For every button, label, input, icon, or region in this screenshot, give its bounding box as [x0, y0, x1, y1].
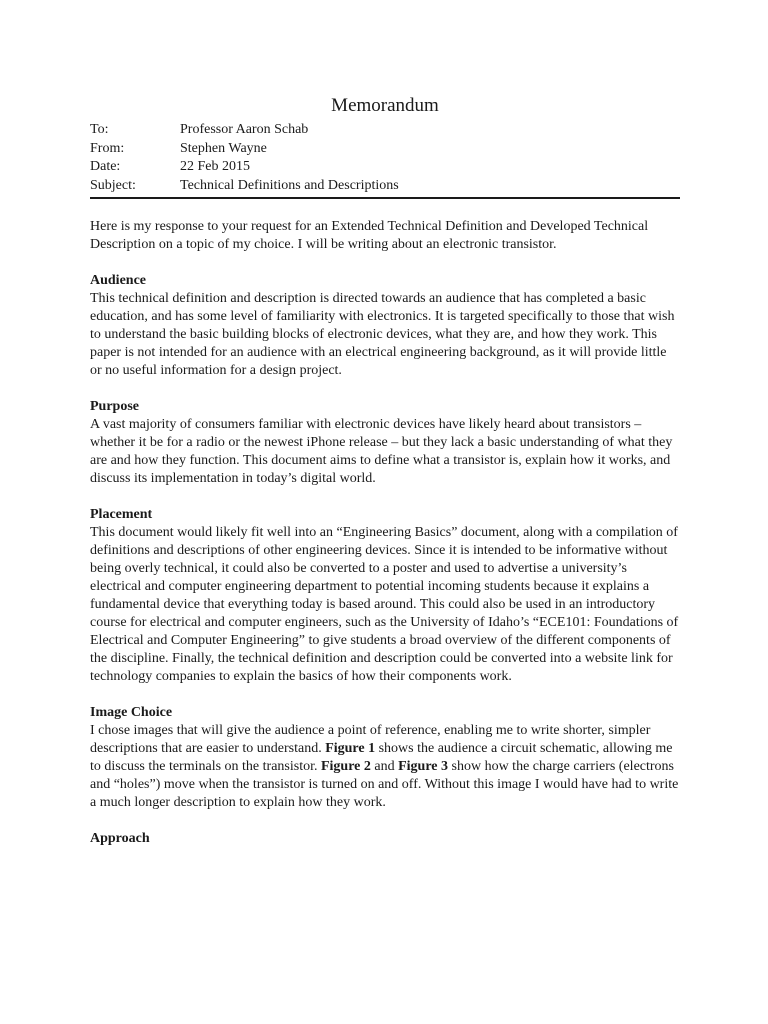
figure-2-reference: Figure 2 — [320, 759, 371, 774]
header-label-from: From: — [90, 140, 125, 156]
section-heading-purpose: Purpose — [90, 399, 139, 414]
image-choice-text-3: and — [370, 759, 399, 774]
header-value-subject: Technical Definitions and Descriptions — [180, 177, 399, 193]
section-image-choice — [90, 704, 680, 812]
header-value-to: Professor Aaron Schab — [180, 122, 309, 137]
header-row-subject — [90, 177, 680, 196]
header-value-from: Stephen Wayne — [180, 140, 267, 156]
section-audience — [90, 272, 680, 380]
figure-3-reference: Figure 3 — [398, 759, 449, 774]
header-label-date: Date: — [90, 159, 121, 174]
header-row-to — [90, 121, 680, 140]
section-body-audience: This technical definition and description is directed towards an audience that has completed a basic education, and has some level of familiarity with electronics. It is targeted specifically to those that wish to understand the basic building blocks of electronic devices, what they are, and how they work. This paper is not intended for an audience with an electrical engineering background, as it will provide little or no useful information for a design project. — [90, 291, 675, 378]
header-divider — [90, 197, 680, 199]
header-value-date: 22 Feb 2015 — [180, 159, 250, 174]
section-heading-image-choice: Image Choice — [90, 705, 173, 720]
section-body-image-choice — [90, 722, 680, 812]
section-heading-audience: Audience — [90, 273, 146, 288]
image-choice-text-4: show how the charge carriers (electrons and “holes”) move when the transistor is turned on and off. Without this image I would have had to write a much longer description to explain how they work. — [90, 759, 679, 810]
memo-page — [90, 94, 680, 866]
section-placement — [90, 506, 680, 686]
memo-title: Memorandum — [331, 95, 439, 116]
intro-paragraph: Here is my response to your request for an Extended Technical Definition and Developed Technical Description on a topic of my choice. I will be writing about an electronic transistor. — [90, 219, 649, 252]
header-label-to: To: — [90, 122, 109, 137]
header-row-date — [90, 158, 680, 177]
image-choice-text-2: shows the audience a circuit schematic, allowing me to discuss the terminals on the transistor. — [90, 741, 673, 774]
header-row-from — [90, 140, 680, 159]
memo-header — [90, 121, 680, 195]
section-approach — [90, 830, 680, 848]
image-choice-text-1: I chose images that will give the audience a point of reference, enabling me to write shorter, simpler descriptions that are easier to understand. — [90, 723, 651, 756]
section-purpose — [90, 398, 680, 488]
section-body-purpose: A vast majority of consumers familiar with electronic devices have likely heard about transistors – whether it be for a radio or the newest iPhone release – but they lack a basic understanding of what they are and how they function. This document aims to define what a transistor is, explain how it works, and discuss its implementation in today’s digital world. — [90, 417, 673, 486]
header-label-subject: Subject: — [90, 177, 136, 193]
figure-1-reference: Figure 1 — [325, 741, 376, 756]
section-body-placement: This document would likely fit well into an “Engineering Basics” document, along with a compilation of definitions and descriptions of other engineering devices. Since it is intended to be informative without being overly technical, it could also be converted to a poster and used to advertise a university’s electrical and computer engineering department to potential incoming students because it explains a fundamental device that everything today is based around. This could also be used in an introductory course for electrical and computer engineers, such as the University of Idaho’s “ECE101: Foundations of Electrical and Computer Engineering” to give students a broad overview of the different components of the discipline. Finally, the technical definition and description could be converted into a website link for technology companies to explain the basics of how their components work. — [90, 525, 679, 684]
section-heading-approach: Approach — [90, 831, 150, 846]
section-heading-placement: Placement — [90, 507, 153, 522]
